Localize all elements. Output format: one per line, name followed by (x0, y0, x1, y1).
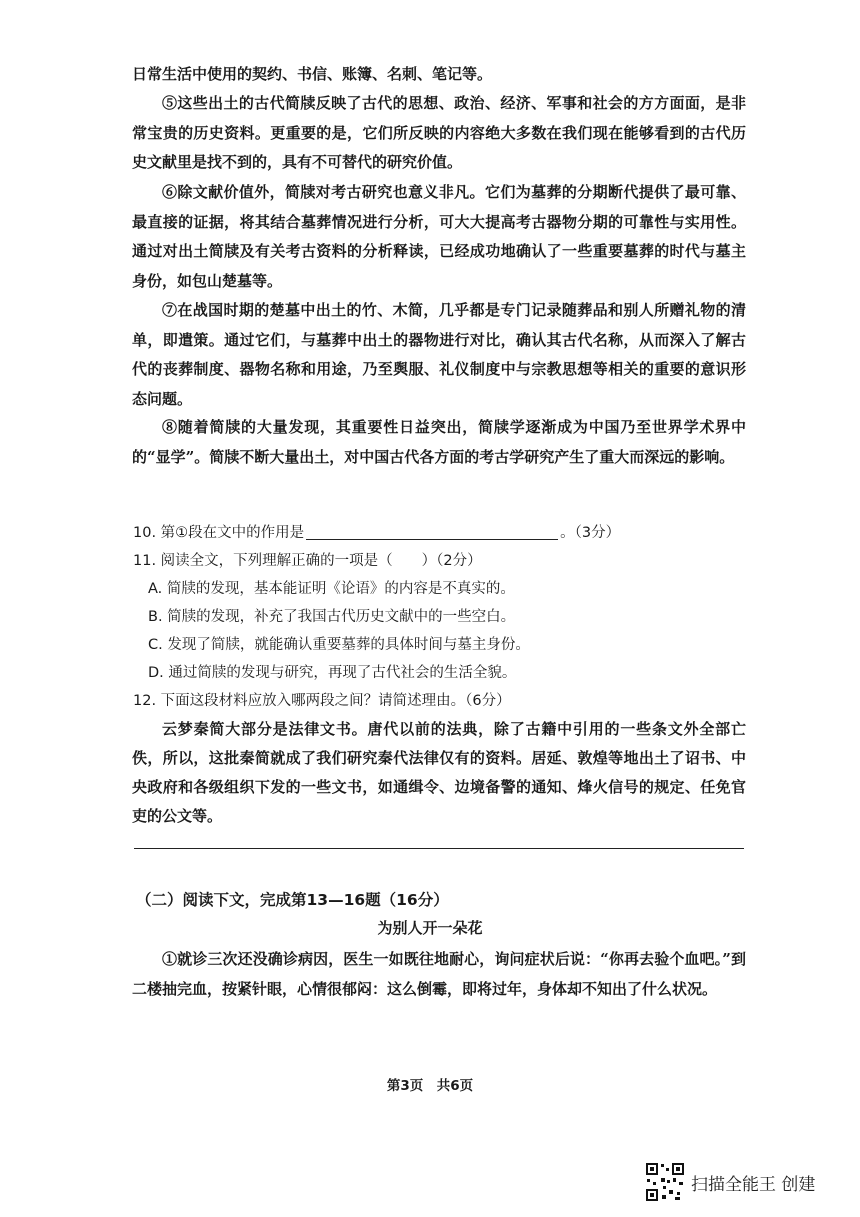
option-a: A. 简牍的发现，基本能证明《论语》的内容是不真实的。 (148, 581, 515, 597)
question-10-text: 10. 第①段在文中的作用是 (133, 525, 305, 541)
scanner-watermark (645, 1162, 815, 1202)
paragraph-7: ⑦在战国时期的楚墓中出土的竹、木简，几乎都是专门记录随葬品和别人所赠礼物的清单，即遣策。通过它们，与墓葬中出土的器物进行对比，确认其古代名称，从而深入了解古代的丧葬制度、器物名称和用途，乃至舆服、礼仪制度中与宗教思想等相关的重要的意识形态问题。 (132, 301, 746, 408)
option-c: C. 发现了简牍，就能确认重要墓葬的具体时间与墓主身份。 (148, 637, 530, 653)
paragraph-8: ⑧随着简牍的大量发现，其重要性日益突出，简牍学逐渐成为中国乃至世界学术界中的“显学”。简牍不断大量出土，对中国古代各方面的考古学研究产生了重大而深远的影响。 (132, 418, 746, 466)
paragraph-6: ⑥除文献价值外，简牍对考古研究也意义非凡。它们为墓葬的分期断代提供了最可靠、最直接的证据，将其结合墓葬情况进行分析，可大大提高考古器物分期的可靠性与实用性。通过对出土简牍及有关考古资料的分析释读，已经成功地确认了一些重要墓葬的时代与墓主身份，如包山楚墓等。 (132, 183, 746, 290)
paragraph-5: ⑤这些出土的古代简牍反映了古代的思想、政治、经济、军事和社会的方方面面，是非常宝贵的历史资料。更重要的是，它们所反映的内容绝大多数在我们现在能够看到的古代历史文献里是找不到的，具有不可替代的研究价值。 (132, 94, 746, 171)
option-b: B. 简牍的发现，补充了我国古代历史文献中的一些空白。 (148, 609, 516, 625)
answer-blank[interactable] (306, 523, 558, 540)
page-number: 第3页 共6页 (386, 1078, 474, 1094)
section-heading: （二）阅读下文，完成第13—16题（16分） (136, 891, 449, 909)
option-d: D. 通过简牍的发现与研究，再现了古代社会的生活全貌。 (148, 665, 517, 681)
paragraph-4-end: 日常生活中使用的契约、书信、账簿、名刺、笔记等。 (132, 65, 493, 83)
answer-line[interactable] (134, 848, 744, 849)
article-paragraph-1: ①就诊三次还没确诊病因，医生一如既往地耐心，询问症状后说：“你再去验个血吧。”到二楼抽完血，按紧针眼，心情很郁闷：这么倒霉，即将过年，身体却不知出了什么状况。 (132, 950, 746, 998)
question-10 (133, 520, 620, 546)
question-11: 11. 阅读全文，下列理解正确的一项是（ ）（2分） (133, 553, 482, 569)
qr-code-icon (645, 1162, 685, 1202)
question-10-score: 。（3分） (560, 525, 621, 541)
question-12: 12. 下面这段材料应放入哪两段之间？请简述理由。（6分） (133, 693, 511, 709)
watermark-text: 扫描全能王 创建 (691, 1174, 816, 1195)
question-12-material: 云梦秦简大部分是法律文书。唐代以前的法典，除了古籍中引用的一些条文外全部亡佚，所以，这批秦简就成了我们研究秦代法律仅有的资料。居延、敦煌等地出土了诏书、中央政府和各级组织下发的一些文书，如通缉令、边境备警的通知、烽火信号的规定、任免官吏的公文等。 (132, 720, 746, 825)
article-title: 为别人开一朵花 (377, 919, 483, 937)
